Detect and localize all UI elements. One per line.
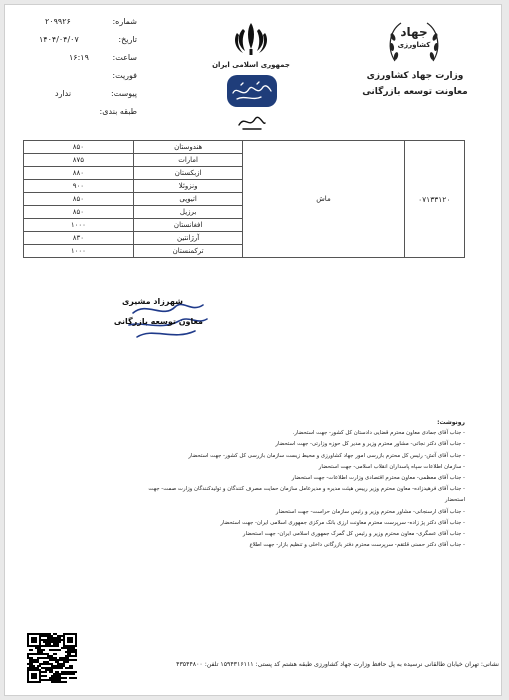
time-label: ساعت: [112, 53, 137, 62]
country-cell: افغانستان [133, 219, 243, 232]
cc-line: - جناب آقای دکتر پژ زاده- سرپرست محترم معاونت ارزی بانک مرکزی جمهوری اسلامی ایران- جهت استحضار [220, 519, 465, 526]
country-cell: امارات [133, 154, 243, 167]
republic-name: جمهوری اسلامی ایران [212, 61, 290, 69]
tariff-code-cell [404, 141, 465, 258]
number-label: شماره: [112, 17, 137, 26]
cc-line: - جناب آقای آتش- رئیس کل محترم بازرسی امور جهاد کشاورزی و محیط زیست سازمان بازرسی کل کشور- جهت استحضار [188, 452, 465, 459]
country-cell: ازبکستان [133, 167, 243, 180]
country-cell: ونزوئلا [133, 180, 243, 193]
country-cell: ترکمنستان [133, 245, 243, 258]
ministry-name: وزارت جهاد کشاورزی [366, 71, 464, 81]
value-cell: ۸۳۰ [24, 232, 134, 245]
value-cell: ۸۵۰ [24, 141, 134, 154]
time-value: ۱۶:۱۹ [69, 53, 89, 62]
classification-label: طبقه بندی: [99, 107, 137, 116]
value-cell: ۸۵۰ [24, 206, 134, 219]
qr-code [27, 633, 77, 683]
signature-block [113, 291, 213, 347]
deputy-name: معاونت توسعه بازرگانی [362, 87, 468, 97]
value-cell: ۸۷۵ [24, 154, 134, 167]
value-cell: ۱۰۰۰ [24, 245, 134, 258]
calligraphy-mark [235, 111, 269, 133]
urgency-label: فوریت: [112, 71, 137, 80]
cc-line: - جناب آقای ارسنجانی- مشاور محترم وزیر و رئیس سازمان حراست- جهت استحضار [275, 508, 465, 515]
date-value: ۱۴۰۴/۰۴/۰۷ [39, 35, 79, 44]
emblem-icon [231, 19, 271, 59]
signer-title: معاون توسعه بازرگانی [113, 317, 203, 326]
price-table [23, 140, 465, 258]
value-cell: ۱۰۰۰ [24, 219, 134, 232]
ministry-logo-top: جهاد [400, 25, 428, 39]
number-value: ۲۰۹۹۲۶ [45, 17, 71, 26]
cc-line: - سازمان اطلاعات سپاه پاسداران انقلاب اسلامی- جهت استحضار [318, 463, 465, 470]
slogan-badge [227, 75, 277, 107]
product-cell [243, 141, 404, 258]
country-cell: اتیوپی [133, 193, 243, 206]
letter-meta [39, 17, 137, 127]
value-cell: ۸۸۰ [24, 167, 134, 180]
cc-line: - جناب آقای دکتر نجاتی- مشاور محترم وزیر و مدیر کل حوزه وزارتی- جهت استحضار [275, 441, 465, 448]
slogan-calligraphy-icon [227, 75, 277, 107]
country-cell: هندوستان [133, 141, 243, 154]
footer-address: نشانی: تهران خیابان طالقانی نرسیده به پل حافظ وزارت جهاد کشاورزی طبقه هشتم کد پستی: ۱۵۹۴۳۱۶۱۱۱ تلفن: ۴۳۵۴۴۸۰۰ [176, 661, 499, 668]
cc-line: - جناب آقای معظمی- معاون محترم اقتصادی وزارت اطلاعات- جهت استحضار [291, 475, 465, 482]
cc-line: استحضار [444, 497, 465, 504]
date-label: تاریخ: [118, 35, 137, 44]
country-cell: برزیل [133, 206, 243, 219]
attachment-value: ندارد [55, 89, 72, 98]
value-cell: ۹۰۰ [24, 180, 134, 193]
signer-name: شهرزاد مشیری [121, 297, 183, 306]
value-cell: ۸۵۰ [24, 193, 134, 206]
cc-line: - جناب آقای جمادی معاون محترم قضایی دادستان کل کشور- جهت استحضار. [292, 430, 465, 437]
cc-line: - جناب آقای فرهیدزاده- معاون محترم وزیر رییس هیئت مدیره و مدیرعامل سازمان حمایت مصرف کنندگان و تولیدکنندگان وزارت صمت- جهت [148, 486, 465, 493]
national-emblem [231, 19, 271, 59]
attachment-label: پیوست: [110, 89, 137, 98]
qr-code-icon [27, 633, 77, 683]
table-row [24, 141, 465, 154]
cc-line: - جناب آقای عسگری- معاون محترم وزیر و رئیس کل گمرک جمهوری اسلامی ایران- جهت استحضار [242, 531, 465, 538]
ministry-logo-bottom: کشاورزی [397, 41, 431, 49]
tariff-code: ۰۷۱۳۳۱۲۰ [418, 194, 451, 204]
letter-page [4, 4, 502, 696]
cc-list [45, 417, 465, 551]
product-name: ماش [316, 195, 331, 203]
cc-heading: رونوشت: [437, 419, 465, 426]
cc-line: - جناب آقای دکتر حسنی قلتقم- سرپرست محترم دفتر بازرگانی داخلی و تنظیم بازار- جهت اطلاع [249, 542, 465, 549]
calligraphy-icon [235, 111, 269, 133]
country-cell: آرژانتین [133, 232, 243, 245]
